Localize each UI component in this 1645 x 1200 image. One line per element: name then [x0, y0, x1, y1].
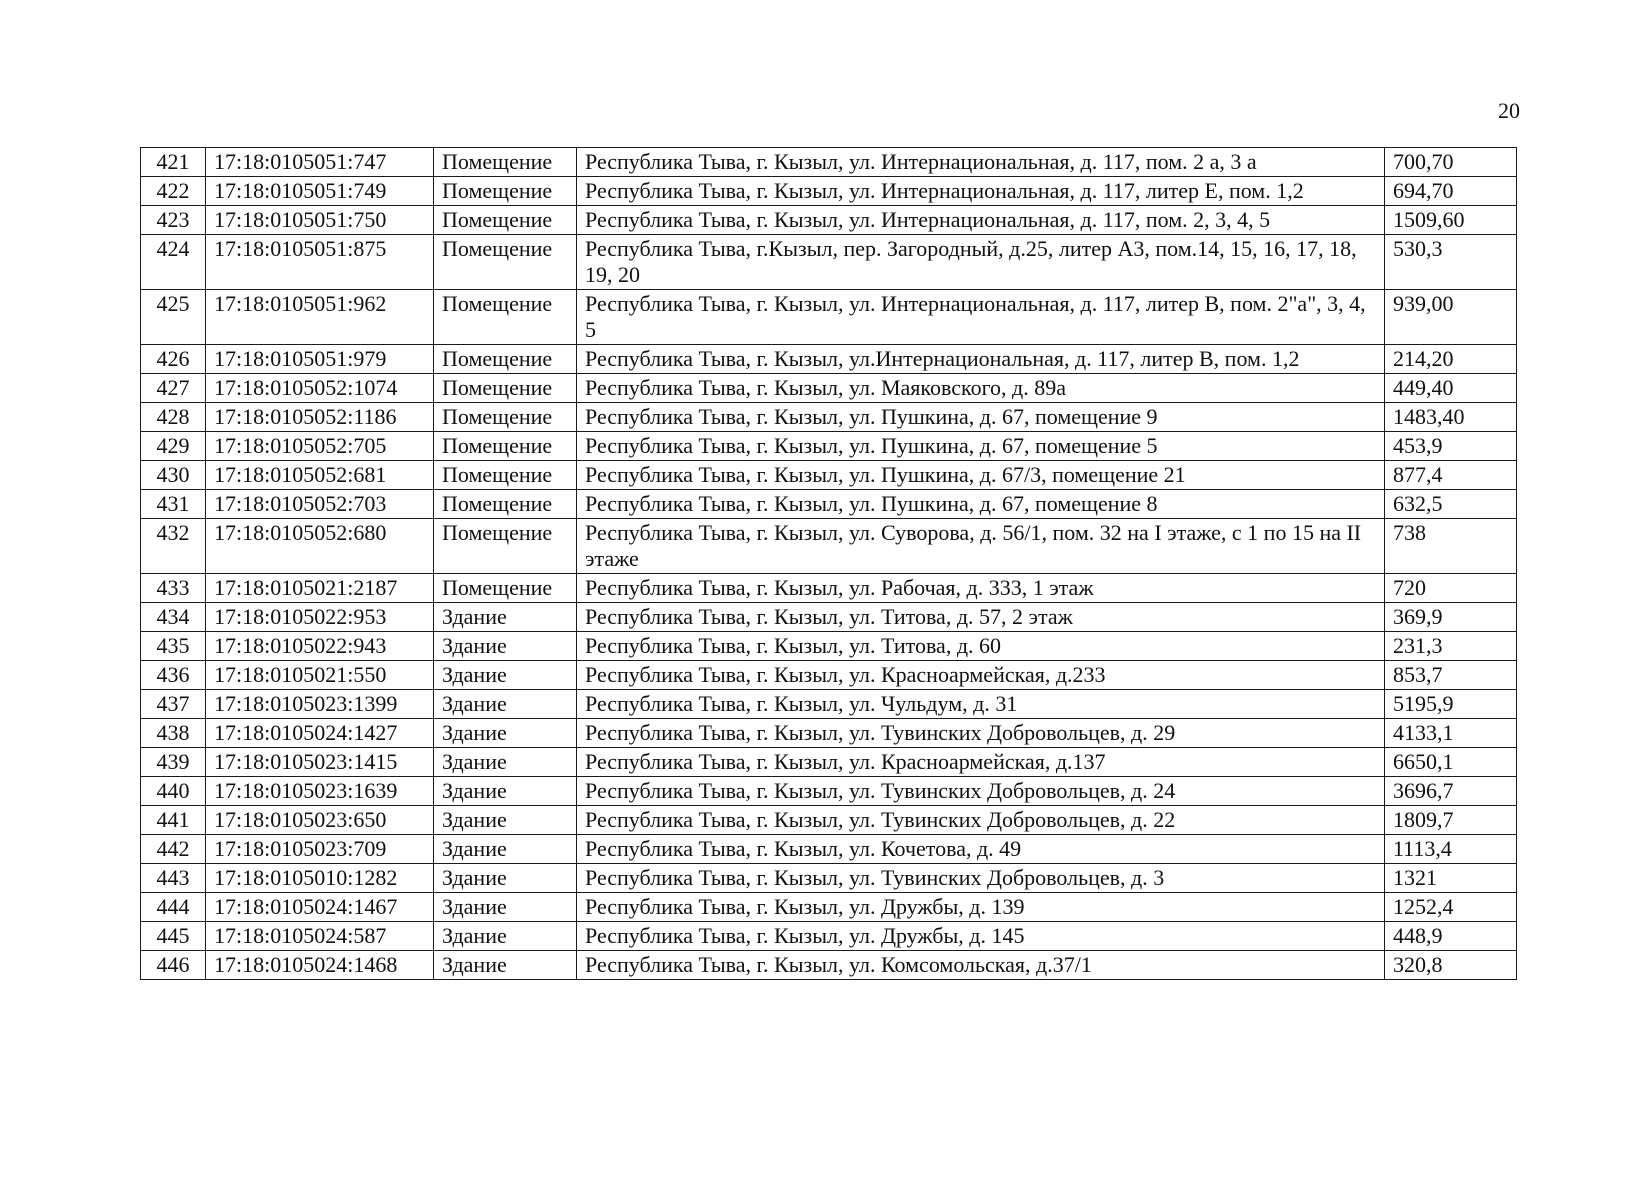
table-row	[141, 864, 1517, 893]
address-cell: Республика Тыва, г. Кызыл, ул. Титова, д. 57, 2 этаж	[577, 603, 1385, 632]
area-cell: 369,9	[1385, 603, 1517, 632]
area-cell: 320,8	[1385, 951, 1517, 980]
table-row	[141, 951, 1517, 980]
cadastral-number-cell: 17:18:0105052:1186	[206, 403, 434, 432]
row-number-cell: 425	[141, 290, 206, 345]
cadastral-number-cell: 17:18:0105023:1639	[206, 777, 434, 806]
address-cell: Республика Тыва, г. Кызыл, ул. Дружбы, д. 145	[577, 922, 1385, 951]
row-number-cell: 424	[141, 235, 206, 290]
object-type-cell: Помещение	[434, 235, 577, 290]
object-type-cell: Здание	[434, 719, 577, 748]
object-type-cell: Здание	[434, 690, 577, 719]
table-row	[141, 835, 1517, 864]
table-row	[141, 148, 1517, 177]
row-number-cell: 423	[141, 206, 206, 235]
object-type-cell: Помещение	[434, 461, 577, 490]
area-cell: 694,70	[1385, 177, 1517, 206]
address-cell: Республика Тыва, г. Кызыл, ул. Пушкина, д. 67, помещение 9	[577, 403, 1385, 432]
cadastral-number-cell: 17:18:0105023:1399	[206, 690, 434, 719]
area-cell: 231,3	[1385, 632, 1517, 661]
address-cell: Республика Тыва, г. Кызыл, ул. Интернациональная, д. 117, литер В, пом. 2"а", 3, 4, 5	[577, 290, 1385, 345]
address-cell: Республика Тыва, г. Кызыл, ул. Титова, д. 60	[577, 632, 1385, 661]
table-row	[141, 345, 1517, 374]
object-type-cell: Здание	[434, 835, 577, 864]
cadastral-number-cell: 17:18:0105052:703	[206, 490, 434, 519]
row-number-cell: 426	[141, 345, 206, 374]
address-cell: Республика Тыва, г. Кызыл, ул. Кочетова, д. 49	[577, 835, 1385, 864]
table-row	[141, 290, 1517, 345]
table-row	[141, 893, 1517, 922]
row-number-cell: 438	[141, 719, 206, 748]
object-type-cell: Помещение	[434, 403, 577, 432]
registry-table-body	[141, 148, 1517, 980]
area-cell: 853,7	[1385, 661, 1517, 690]
page-number: 20	[1498, 98, 1520, 123]
area-cell: 4133,1	[1385, 719, 1517, 748]
cadastral-number-cell: 17:18:0105052:681	[206, 461, 434, 490]
cadastral-number-cell: 17:18:0105052:680	[206, 519, 434, 574]
area-cell: 939,00	[1385, 290, 1517, 345]
cadastral-number-cell: 17:18:0105052:1074	[206, 374, 434, 403]
object-type-cell: Помещение	[434, 345, 577, 374]
table-row	[141, 206, 1517, 235]
object-type-cell: Здание	[434, 864, 577, 893]
address-cell: Республика Тыва, г. Кызыл, ул. Интернациональная, д. 117, пом. 2 а, 3 а	[577, 148, 1385, 177]
object-type-cell: Здание	[434, 806, 577, 835]
row-number-cell: 446	[141, 951, 206, 980]
area-cell: 1509,60	[1385, 206, 1517, 235]
cadastral-number-cell: 17:18:0105051:747	[206, 148, 434, 177]
object-type-cell: Помещение	[434, 432, 577, 461]
row-number-cell: 430	[141, 461, 206, 490]
address-cell: Республика Тыва, г. Кызыл, ул. Тувинских Добровольцев, д. 3	[577, 864, 1385, 893]
cadastral-number-cell: 17:18:0105051:962	[206, 290, 434, 345]
area-cell: 1252,4	[1385, 893, 1517, 922]
cadastral-number-cell: 17:18:0105021:2187	[206, 574, 434, 603]
table-row	[141, 922, 1517, 951]
object-type-cell: Здание	[434, 603, 577, 632]
table-row	[141, 432, 1517, 461]
address-cell: Республика Тыва, г. Кызыл, ул. Пушкина, д. 67, помещение 5	[577, 432, 1385, 461]
object-type-cell: Помещение	[434, 574, 577, 603]
object-type-cell: Здание	[434, 922, 577, 951]
cadastral-number-cell: 17:18:0105051:750	[206, 206, 434, 235]
row-number-cell: 432	[141, 519, 206, 574]
row-number-cell: 444	[141, 893, 206, 922]
address-cell: Республика Тыва, г. Кызыл, ул. Суворова, д. 56/1, пом. 32 на I этаже, с 1 по 15 на II этаже	[577, 519, 1385, 574]
object-type-cell: Здание	[434, 777, 577, 806]
area-cell: 700,70	[1385, 148, 1517, 177]
cadastral-number-cell: 17:18:0105051:875	[206, 235, 434, 290]
table-row	[141, 748, 1517, 777]
row-number-cell: 435	[141, 632, 206, 661]
cadastral-number-cell: 17:18:0105010:1282	[206, 864, 434, 893]
area-cell: 738	[1385, 519, 1517, 574]
table-row	[141, 519, 1517, 574]
row-number-cell: 437	[141, 690, 206, 719]
table-row	[141, 574, 1517, 603]
object-type-cell: Здание	[434, 661, 577, 690]
table-row	[141, 403, 1517, 432]
address-cell: Республика Тыва, г. Кызыл, ул.Интернациональная, д. 117, литер В, пом. 1,2	[577, 345, 1385, 374]
cadastral-number-cell: 17:18:0105023:650	[206, 806, 434, 835]
area-cell: 877,4	[1385, 461, 1517, 490]
object-type-cell: Здание	[434, 632, 577, 661]
cadastral-number-cell: 17:18:0105051:979	[206, 345, 434, 374]
area-cell: 448,9	[1385, 922, 1517, 951]
cadastral-number-cell: 17:18:0105021:550	[206, 661, 434, 690]
object-type-cell: Здание	[434, 951, 577, 980]
area-cell: 632,5	[1385, 490, 1517, 519]
cadastral-number-cell: 17:18:0105052:705	[206, 432, 434, 461]
row-number-cell: 441	[141, 806, 206, 835]
table-row	[141, 374, 1517, 403]
table-row	[141, 177, 1517, 206]
property-registry-table	[140, 147, 1517, 980]
table-row	[141, 777, 1517, 806]
address-cell: Республика Тыва, г. Кызыл, ул. Тувинских Добровольцев, д. 22	[577, 806, 1385, 835]
address-cell: Республика Тыва, г. Кызыл, ул. Тувинских Добровольцев, д. 29	[577, 719, 1385, 748]
area-cell: 214,20	[1385, 345, 1517, 374]
address-cell: Республика Тыва, г. Кызыл, ул. Пушкина, д. 67, помещение 8	[577, 490, 1385, 519]
row-number-cell: 421	[141, 148, 206, 177]
row-number-cell: 429	[141, 432, 206, 461]
cadastral-number-cell: 17:18:0105024:587	[206, 922, 434, 951]
object-type-cell: Помещение	[434, 206, 577, 235]
table-row	[141, 690, 1517, 719]
table-row	[141, 490, 1517, 519]
area-cell: 1483,40	[1385, 403, 1517, 432]
table-row	[141, 603, 1517, 632]
object-type-cell: Помещение	[434, 519, 577, 574]
row-number-cell: 440	[141, 777, 206, 806]
object-type-cell: Здание	[434, 893, 577, 922]
object-type-cell: Помещение	[434, 177, 577, 206]
cadastral-number-cell: 17:18:0105024:1467	[206, 893, 434, 922]
table-row	[141, 632, 1517, 661]
row-number-cell: 445	[141, 922, 206, 951]
row-number-cell: 427	[141, 374, 206, 403]
row-number-cell: 434	[141, 603, 206, 632]
cadastral-number-cell: 17:18:0105024:1468	[206, 951, 434, 980]
row-number-cell: 433	[141, 574, 206, 603]
object-type-cell: Здание	[434, 748, 577, 777]
address-cell: Республика Тыва, г. Кызыл, ул. Дружбы, д. 139	[577, 893, 1385, 922]
row-number-cell: 439	[141, 748, 206, 777]
address-cell: Республика Тыва, г. Кызыл, ул. Пушкина, д. 67/3, помещение 21	[577, 461, 1385, 490]
area-cell: 1809,7	[1385, 806, 1517, 835]
table-row	[141, 806, 1517, 835]
object-type-cell: Помещение	[434, 148, 577, 177]
address-cell: Республика Тыва, г. Кызыл, ул. Тувинских Добровольцев, д. 24	[577, 777, 1385, 806]
table-row	[141, 235, 1517, 290]
cadastral-number-cell: 17:18:0105022:943	[206, 632, 434, 661]
table-row	[141, 719, 1517, 748]
area-cell: 453,9	[1385, 432, 1517, 461]
area-cell: 5195,9	[1385, 690, 1517, 719]
area-cell: 1113,4	[1385, 835, 1517, 864]
area-cell: 720	[1385, 574, 1517, 603]
row-number-cell: 422	[141, 177, 206, 206]
address-cell: Республика Тыва, г. Кызыл, ул. Интернациональная, д. 117, литер Е, пом. 1,2	[577, 177, 1385, 206]
cadastral-number-cell: 17:18:0105024:1427	[206, 719, 434, 748]
address-cell: Республика Тыва, г. Кызыл, ул. Интернациональная, д. 117, пом. 2, 3, 4, 5	[577, 206, 1385, 235]
cadastral-number-cell: 17:18:0105051:749	[206, 177, 434, 206]
cadastral-number-cell: 17:18:0105023:1415	[206, 748, 434, 777]
table-row	[141, 461, 1517, 490]
area-cell: 6650,1	[1385, 748, 1517, 777]
area-cell: 449,40	[1385, 374, 1517, 403]
address-cell: Республика Тыва, г. Кызыл, ул. Чульдум, д. 31	[577, 690, 1385, 719]
table-row	[141, 661, 1517, 690]
cadastral-number-cell: 17:18:0105023:709	[206, 835, 434, 864]
address-cell: Республика Тыва, г.Кызыл, пер. Загородный, д.25, литер А3, пом.14, 15, 16, 17, 18, 19, 20	[577, 235, 1385, 290]
area-cell: 530,3	[1385, 235, 1517, 290]
object-type-cell: Помещение	[434, 490, 577, 519]
address-cell: Республика Тыва, г. Кызыл, ул. Маяковского, д. 89а	[577, 374, 1385, 403]
object-type-cell: Помещение	[434, 374, 577, 403]
area-cell: 3696,7	[1385, 777, 1517, 806]
row-number-cell: 443	[141, 864, 206, 893]
row-number-cell: 442	[141, 835, 206, 864]
object-type-cell: Помещение	[434, 290, 577, 345]
row-number-cell: 431	[141, 490, 206, 519]
address-cell: Республика Тыва, г. Кызыл, ул. Красноармейская, д.233	[577, 661, 1385, 690]
area-cell: 1321	[1385, 864, 1517, 893]
row-number-cell: 436	[141, 661, 206, 690]
row-number-cell: 428	[141, 403, 206, 432]
address-cell: Республика Тыва, г. Кызыл, ул. Комсомольская, д.37/1	[577, 951, 1385, 980]
cadastral-number-cell: 17:18:0105022:953	[206, 603, 434, 632]
address-cell: Республика Тыва, г. Кызыл, ул. Рабочая, д. 333, 1 этаж	[577, 574, 1385, 603]
address-cell: Республика Тыва, г. Кызыл, ул. Красноармейская, д.137	[577, 748, 1385, 777]
